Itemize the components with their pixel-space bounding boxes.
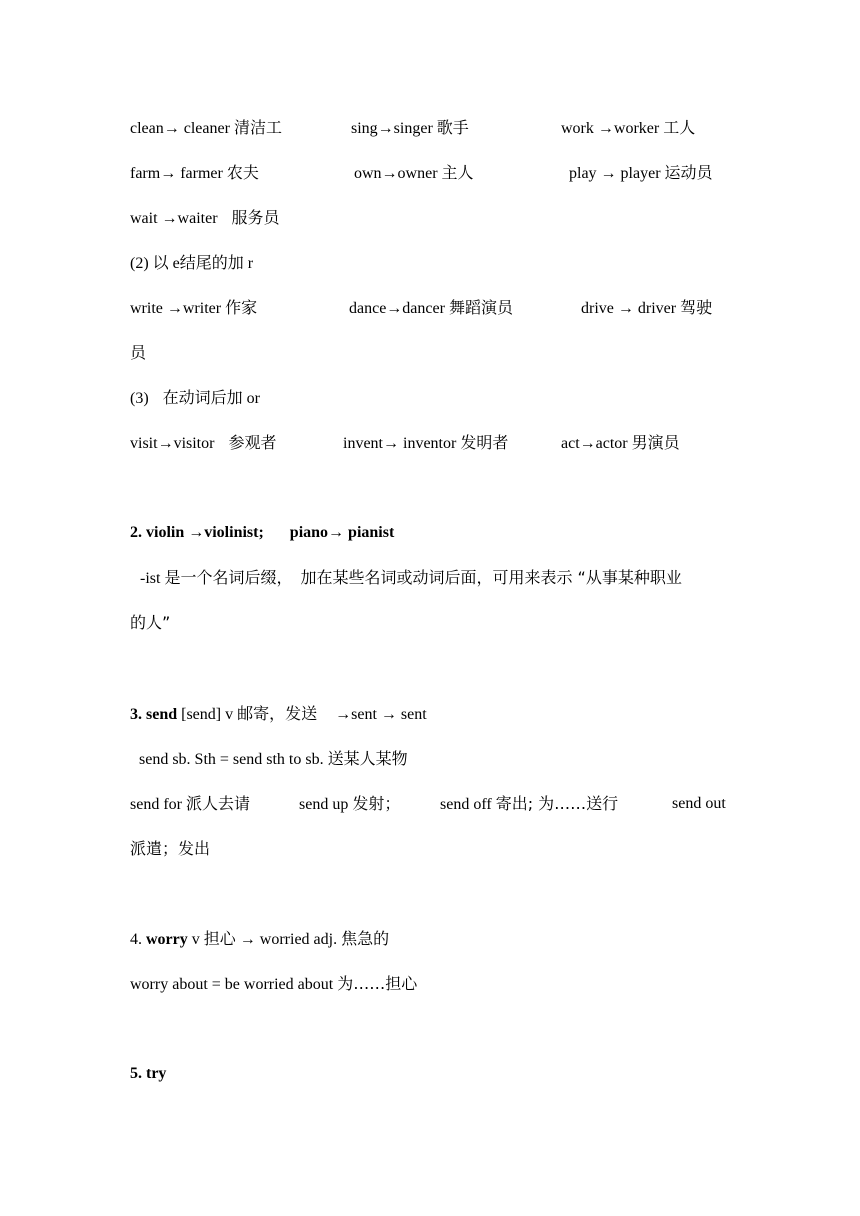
derived-form: → worried adj. xyxy=(239,931,338,948)
chinese-meaning: 派人去请 xyxy=(185,794,250,813)
word-pair-farm xyxy=(130,158,259,189)
word-row-5 xyxy=(130,428,732,458)
rule-text: 在动词后加 xyxy=(162,388,243,407)
phrase: send off xyxy=(440,796,492,813)
rule-letter: e xyxy=(172,255,180,272)
usage-pattern: worry about = be worried about xyxy=(130,976,334,993)
word-pair-wait xyxy=(130,203,280,234)
word-row-1 xyxy=(130,113,732,143)
wrapped-text: 员 xyxy=(130,343,147,362)
note-text: 是一个名词后缀， xyxy=(164,568,293,587)
note-text: 的人” xyxy=(130,613,171,632)
rule-number: (3) xyxy=(130,390,149,407)
english-word: drive → driver xyxy=(581,300,677,317)
word-pair-sing xyxy=(351,113,469,144)
section-number: 4. xyxy=(130,931,142,948)
chinese-meaning: 男演员 xyxy=(631,433,680,452)
heading-word: 5. try xyxy=(130,1065,167,1082)
chinese-meaning: 寄出; 为……送行 xyxy=(495,794,619,813)
chinese-meaning: 运动员 xyxy=(664,163,713,182)
chinese-meaning: 舞蹈演员 xyxy=(448,298,513,317)
heading-word: worry xyxy=(146,931,188,948)
section-3-heading xyxy=(130,699,732,729)
chinese-meaning: 农夫 xyxy=(226,163,259,182)
word-row-4-continuation xyxy=(130,338,732,368)
english-word: act→actor xyxy=(561,435,628,452)
section-2-heading xyxy=(130,518,732,548)
usage-pattern: send sb. Sth = send sth to sb. xyxy=(139,751,324,768)
chinese-meaning: 担心 xyxy=(203,929,236,948)
rule-number: (2) xyxy=(130,255,149,272)
section-3-usage xyxy=(130,744,732,774)
chinese-meaning: 工人 xyxy=(663,118,696,137)
heading-word: 3. send xyxy=(130,706,178,723)
english-word: write →writer xyxy=(130,300,222,317)
english-word: play → player xyxy=(569,165,661,182)
word-pair-clean xyxy=(130,113,282,144)
phrase: send up xyxy=(299,796,349,813)
phrase-send-out xyxy=(672,789,726,819)
english-word: work →worker xyxy=(561,120,660,137)
word-pair-invent xyxy=(343,428,508,459)
english-word: sing→singer xyxy=(351,120,433,137)
english-word: wait →waiter xyxy=(130,210,218,227)
word-pair-dance xyxy=(349,293,513,324)
word-pair-own xyxy=(354,158,474,189)
chinese-meaning: 发射； xyxy=(352,794,401,813)
word-pair-play xyxy=(569,158,713,189)
chinese-meaning: 送某人某物 xyxy=(327,749,408,768)
section-4-usage xyxy=(130,969,732,999)
phrase: send for xyxy=(130,796,182,813)
chinese-meaning: 清洁工 xyxy=(233,118,282,137)
rule-suffix: r xyxy=(247,255,254,272)
chinese-meaning: 驾驶 xyxy=(680,298,713,317)
heading-part: 2. violin →violinist; xyxy=(130,524,264,541)
section-2-note-continuation xyxy=(130,608,732,638)
word-row-2 xyxy=(130,158,732,188)
phonetic-and-pos: [send] v xyxy=(181,706,234,723)
section-4-heading xyxy=(130,924,732,954)
part-of-speech: v xyxy=(191,931,200,948)
section-3-phrases xyxy=(130,789,732,819)
rule-2 xyxy=(130,248,732,278)
word-pair-drive xyxy=(581,293,712,324)
chinese-meaning: 焦急的 xyxy=(341,929,390,948)
rule-text: 以 xyxy=(152,253,169,272)
chinese-meaning: 作家 xyxy=(225,298,258,317)
word-row-3 xyxy=(130,203,732,233)
word-row-4 xyxy=(130,293,732,323)
heading-part: piano→ pianist xyxy=(289,524,395,541)
word-pair-work xyxy=(561,113,695,144)
chinese-meaning: 发明者 xyxy=(460,433,509,452)
phrase-send-off xyxy=(440,789,618,820)
rule-suffix: or xyxy=(246,390,260,407)
section-3-phrases-continuation xyxy=(130,834,732,864)
section-5-heading xyxy=(130,1059,732,1089)
rule-text: 结尾的加 xyxy=(179,253,244,272)
english-word: visit→visitor xyxy=(130,435,215,452)
suffix-term: -ist xyxy=(140,570,161,587)
chinese-meaning: 为……担心 xyxy=(337,974,418,993)
chinese-meaning: 服务员 xyxy=(231,208,280,227)
word-pair-visit xyxy=(130,428,276,459)
phrase-send-for xyxy=(130,789,250,820)
chinese-meaning: 邮寄，发送 xyxy=(237,704,318,723)
phrase-send-up xyxy=(299,789,400,820)
chinese-meaning: 派遣；发出 xyxy=(130,839,211,858)
section-2-note xyxy=(130,563,732,593)
note-text: 加在某些名词或动词后面，可用来表示 “从事某种职业 xyxy=(300,568,682,587)
english-word: clean→ cleaner xyxy=(130,120,230,137)
english-word: dance→dancer xyxy=(349,300,445,317)
verb-forms: →sent → sent xyxy=(335,706,427,723)
phrase: send out xyxy=(672,795,726,812)
word-pair-write xyxy=(130,293,257,324)
english-word: farm→ farmer xyxy=(130,165,223,182)
rule-3 xyxy=(130,383,732,413)
chinese-meaning: 歌手 xyxy=(436,118,469,137)
chinese-meaning: 参观者 xyxy=(228,433,277,452)
chinese-meaning: 主人 xyxy=(441,163,474,182)
english-word: own→owner xyxy=(354,165,438,182)
word-pair-act xyxy=(561,428,680,459)
english-word: invent→ inventor xyxy=(343,435,457,452)
